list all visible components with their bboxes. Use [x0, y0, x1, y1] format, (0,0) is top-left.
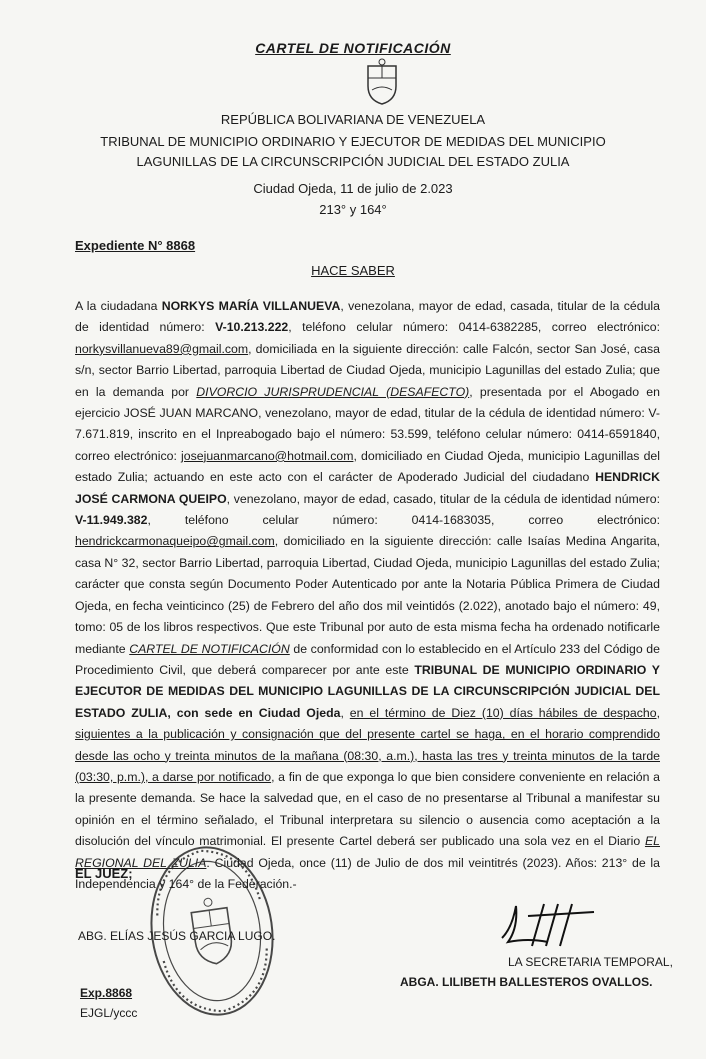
body-text: . Ciudad Ojeda, once (11) de Julio de dos mil veintitrés (2023). Años: 213° de la Independencia y 164° de la Federación.-: [75, 855, 660, 891]
body-text: , domiciliada en la siguiente dirección: calle Falcón, sector San José, casa s/n, sector Barrio Libertad, parroquia Libertad de Ciudad Ojeda, municipio Lagunillas del estado Zulia; que en la demanda por: [75, 341, 660, 399]
plaintiff-email: hendrickcarmonaqueipo@gmail.com: [75, 534, 275, 549]
secretary-name: ABGA. LILIBETH BALLESTEROS OVALLOS.: [400, 975, 653, 989]
body-text: , presentada por el Abogado en ejercicio JOSÉ JUAN MARCANO, venezolano, mayor de edad, titular de la cédula de identidad número: V-7.671.819, inscrito en el Inpreabogado bajo el número: 53.599, teléfono celular número: 0414-6591840, correo electrónico:: [75, 384, 660, 463]
body-text: , venezolano, mayor de edad, casado, titular de la cédula de identidad número:: [226, 491, 660, 506]
notified-name: NORKYS MARÍA VILLANUEVA: [161, 299, 341, 313]
body-text: , a fin de que exponga lo que bien considere conveniente en relación a la presente demanda. Se hace la salvedad que, en el caso de no presentarse al Tribunal a manifestar su opinión en el término señalado, el Tribunal interpretara su silencio o ausencia como aceptación a la disolución del vínculo matrimonial. El presente Cartel deberá ser publicado una sola vez en el Diario: [75, 769, 660, 849]
header-tribunal: TRIBUNAL DE MUNICIPIO ORDINARIO Y EJECUTOR DE MEDIDAS DEL MUNICIPIO: [100, 134, 606, 149]
notified-id: V-10.213.222: [215, 320, 289, 335]
body-text: , venezolana, mayor de edad, casada, titular de la cédula de identidad número:: [75, 299, 660, 335]
body-text: A la ciudadana: [75, 299, 162, 313]
header-republic: REPÚBLICA BOLIVARIANA DE VENEZUELA: [220, 112, 486, 127]
cartel-reference: CARTEL DE NOTIFICACIÓN: [129, 641, 290, 656]
plaintiff-name: HENDRICK JOSÉ CARMONA QUEIPO: [75, 470, 660, 506]
header-date: Ciudad Ojeda, 11 de julio de 2.023: [253, 181, 453, 196]
plaintiff-id: V-11.949.382: [75, 513, 148, 528]
judge-label: EL JUEZ;: [75, 866, 133, 881]
body-text: de conformidad con lo establecido en el Artículo 233 del Código de Procedimiento Civil, que deberá comparecer por ante este: [75, 641, 660, 677]
judge-name: ABG. ELÍAS JESÚS GARCIA LUGO.: [78, 929, 276, 943]
lawyer-email: josejuanmarcano@hotmail.com: [181, 448, 354, 463]
deadline-terms: en el término de Diez (10) días hábiles de despacho, siguientes a la publicación y consignación que del presente cartel se haga, en el horario comprendido desde las ocho y treinta minutos de la mañana (08:30, a.m.), hasta las tres y treinta minutos de la tarde (03:30, p.m.), a darse por notificado: [75, 705, 660, 784]
coat-of-arms-icon: [362, 58, 402, 108]
expediente-number: Expediente N° 8868: [75, 238, 196, 253]
header-jurisdiction: LAGUNILLAS DE LA CIRCUNSCRIPCIÓN JUDICIAL DEL ESTADO ZULIA: [136, 154, 570, 169]
body-text: , domiciliado en Ciudad Ojeda, municipio Lagunillas del estado Zulia; actuando en este acto con el carácter de Apoderado Judicial del ciudadano: [75, 448, 660, 485]
newspaper-name: EL REGIONAL DEL ZULIA: [75, 834, 660, 870]
body-text: ,: [340, 705, 350, 720]
secretary-label: LA SECRETARIA TEMPORAL,: [508, 955, 673, 969]
tribunal-name: TRIBUNAL DE MUNICIPIO ORDINARIO Y EJECUTOR DE MEDIDAS DEL MUNICIPIO LAGUNILLAS DE LA CIRCUNSCRIPCIÓN JUDICIAL DEL ESTADO ZULIA, con sede en Ciudad Ojeda: [75, 662, 660, 720]
document-initials: EJGL/yccc: [80, 1006, 138, 1020]
body-text: , domiciliado en la siguiente dirección: calle Isaías Medina Angarita, casa N° 32, sector Barrio Libertad, parroquia Libertad, Ciudad Ojeda, municipio Lagunillas del estado Zulia; carácter que consta según Documento Poder Autenticado por ante la Notaria Pública Primera de Ciudad Ojeda, en fecha veinticinco (25) de Febrero del año dos mil veintidós (2.022), anotado bajo el número: 49, tomo: 05 de los libros respectivos. Que este Tribunal por auto de esta misma fecha ha ordenado notificarle mediante: [75, 534, 660, 656]
body-text: , teléfono celular número: 0414-6382285, correo electrónico:: [288, 320, 660, 335]
body-text: , teléfono celular número: 0414-1683035, correo electrónico:: [147, 513, 660, 528]
header-years: 213° y 164°: [319, 202, 387, 217]
hace-saber-heading: HACE SABER: [311, 263, 395, 278]
notified-email: norkysvillanueva89@gmail.com: [75, 341, 249, 356]
demand-type: DIVORCIO JURISPRUDENCIAL (DESAFECTO): [196, 384, 470, 399]
notice-body: [75, 296, 660, 895]
document-title: CARTEL DE NOTIFICACIÓN: [255, 40, 451, 56]
expediente-reference: Exp.8868: [80, 986, 133, 1000]
secretary-signature: [498, 898, 598, 954]
